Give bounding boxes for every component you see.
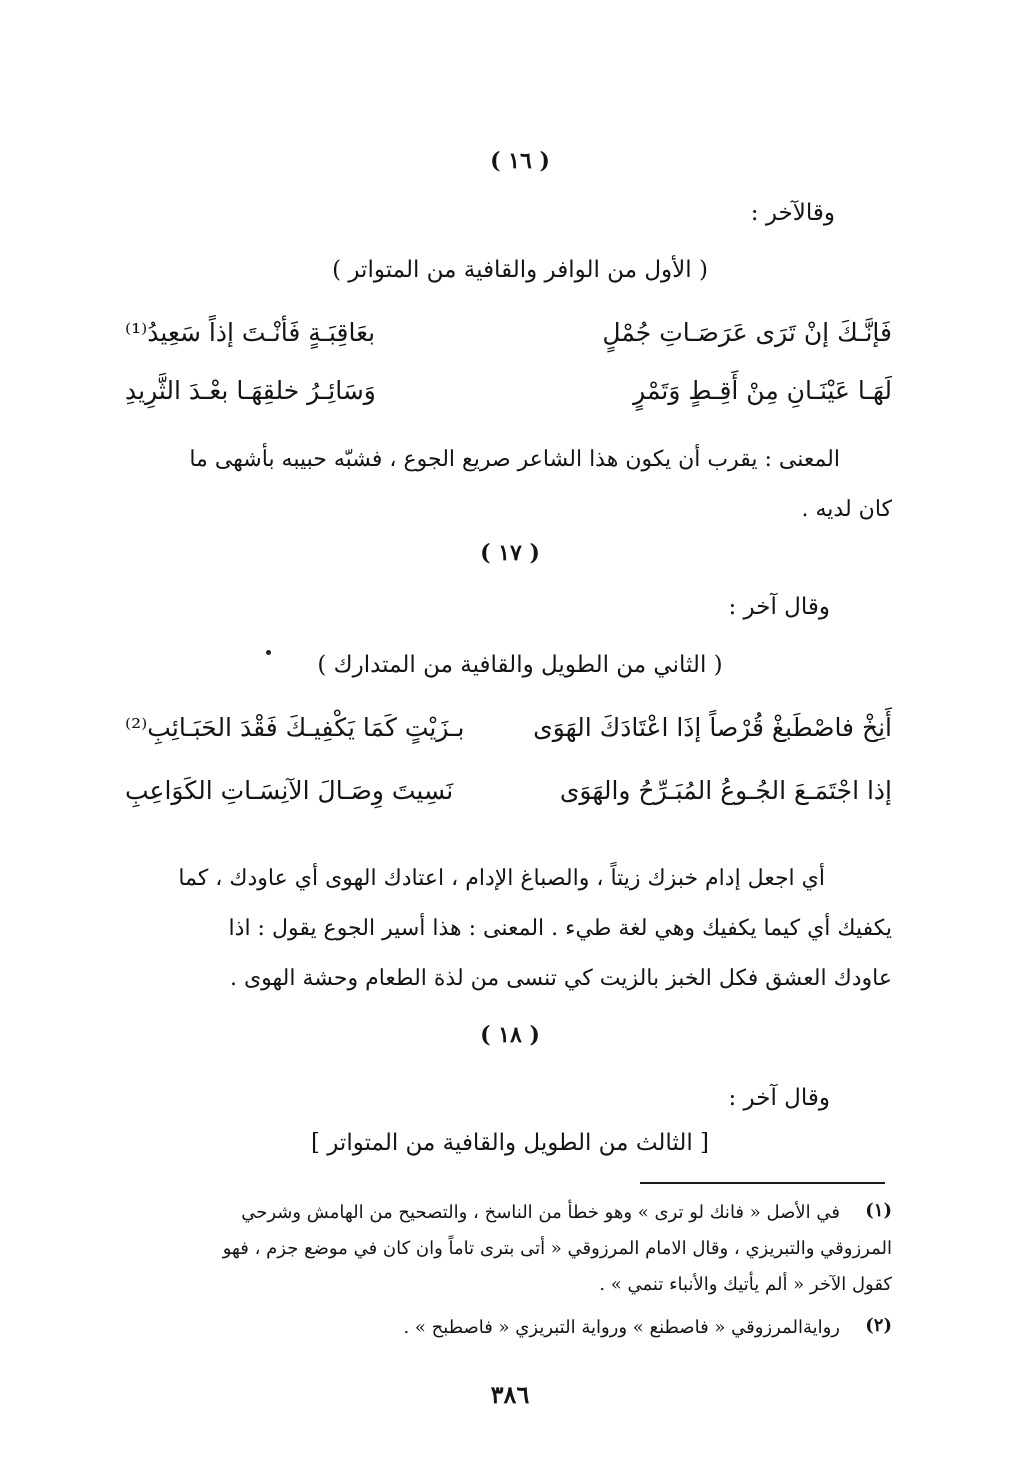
meter-17: ( الثاني من الطويل والقافية من المتدارك ) xyxy=(317,652,723,678)
commentary-16-line-2: كان لديه . xyxy=(801,497,892,522)
verse-16-2-hemistich-2: وَسَائِـرُ خلقِهَـا بعْـدَ الثَّرِيدِ xyxy=(125,376,376,405)
verse-16-1-hemistich-1: فَإنَّـكَ إنْ تَرَى عَرَصَـاتِ جُمْلٍ xyxy=(602,318,892,347)
meter-16: ( الأول من الوافر والقافية من المتواتر ) xyxy=(332,257,708,283)
footnote-separator xyxy=(640,1182,885,1184)
section-number-17: ( ١٧ ) xyxy=(480,540,540,566)
meter-18: [ الثالث من الطويل والقافية من المتواتر ] xyxy=(310,1130,710,1156)
page-number: ٣٨٦ xyxy=(490,1380,530,1409)
footnote-2-number: (٢) xyxy=(865,1315,892,1336)
verse-16-2-hemistich-1: لَهَـا عَيْنَـانِ مِنْ أَقِـطٍ وَتَمْرٍ xyxy=(633,376,892,405)
footnote-1-line-3: كقول الآخر « ألم يأتيك والأنباء تنمي » . xyxy=(599,1274,892,1295)
section-number-16: ( ١٦ ) xyxy=(490,148,550,174)
commentary-17-line-3: عاودك العشق فكل الخبز بالزيت كي تنسى من لذة الطعام وحشة الهوى . xyxy=(229,966,892,991)
intro-18: وقال آخر : xyxy=(728,1085,830,1111)
commentary-17-line-1: أي اجعل إدام خبزك زيتاً ، والصباغ الإدام ، اعتادك الهوى أي عاودك ، كما xyxy=(178,866,825,891)
commentary-16-line-1: المعنى : يقرب أن يكون هذا الشاعر صريع الجوع ، فشبّه حبيبه بأشهى ما xyxy=(189,447,840,472)
verse-17-1-hemistich-1: أَنِخْ فاصْطَبغْ قُرْصاً إذَا اعْتَادَكَ الهَوَى xyxy=(533,713,892,742)
verse-17-1-hemistich-2: بـزَيْتٍ كَمَا يَكْفِيـكَ فَقْدَ الحَبَـائِبِ⁽²⁾ xyxy=(125,713,465,742)
footnote-1-number: (١) xyxy=(865,1200,892,1221)
intro-16: وقالآخر : xyxy=(750,200,835,226)
section-number-18: ( ١٨ ) xyxy=(480,1022,540,1048)
footnote-1-line-2: المرزوقي والتبريزي ، وقال الامام المرزوقي « أتى بترى تاماً وان كان في موضع جزم ، فهو xyxy=(222,1238,892,1259)
verse-17-2-hemistich-2: نَسِيتَ وِصَـالَ الآنِسَـاتِ الكَوَاعِبِ xyxy=(125,776,454,805)
commentary-17-line-2: يكفيك أي كيما يكفيك وهي لغة طيء . المعنى : هذا أسير الجوع يقول : اذا xyxy=(228,916,892,941)
footnote-1-line-1: في الأصل « فانك لو ترى » وهو خطأ من الناسخ ، والتصحيح من الهامش وشرحي xyxy=(241,1202,840,1223)
footnote-2-line-1: روايةالمرزوقي « فاصطنع » ورواية التبريزي « فاصطبح » . xyxy=(403,1317,840,1338)
verse-17-2-hemistich-1: إذا اجْتَمَـعَ الجُـوعُ المُبَـرِّحُ والهَوَى xyxy=(559,776,892,805)
verse-16-1-hemistich-2: بعَاقِبَـةٍ فَأنْـتَ إذاً سَعِيدُ⁽¹⁾ xyxy=(125,318,376,347)
intro-17: وقال آخر : xyxy=(728,594,830,620)
